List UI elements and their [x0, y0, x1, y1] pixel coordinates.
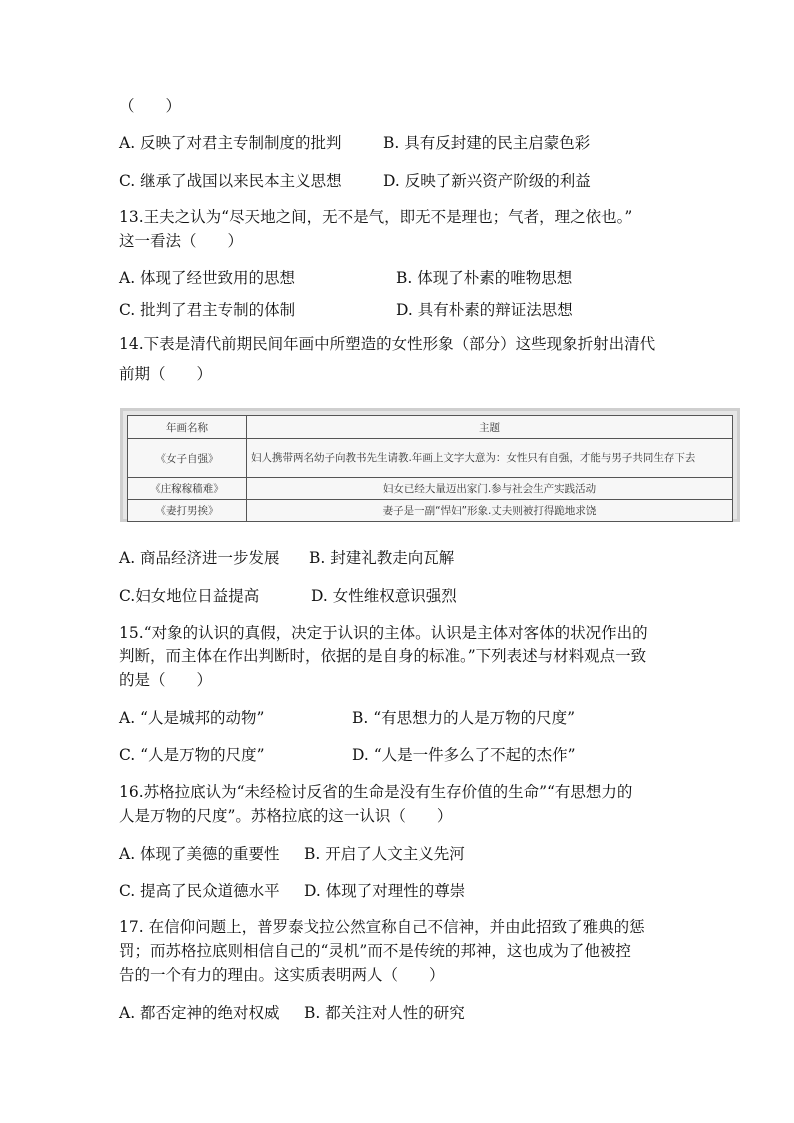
q15-stem-line-1: 15.“对象的认识的真假，决定于认识的主体。认识是主体对客体的状况作出的: [119, 624, 648, 642]
q13-option-d: D. 具有朴素的辩证法思想: [396, 301, 573, 319]
q16-stem-line-1: 16.苏格拉底认为“未经检讨反省的生命是没有生存价值的生命”“有思想力的: [119, 783, 633, 801]
q12-option-d: D. 反映了新兴资产阶级的利益: [383, 172, 591, 190]
q15-option-d: D. “人是一件多么了不起的杰作”: [352, 746, 576, 764]
q14-table: [127, 415, 733, 522]
q17-option-b: B. 都关注对人性的研究: [304, 1004, 465, 1022]
q16-option-a: A. 体现了美德的重要性: [119, 845, 280, 863]
q12-option-b: B. 具有反封建的民主启蒙色彩: [383, 134, 591, 152]
q14-stem-line-2: 前期（ ）: [119, 365, 213, 383]
table-cell-name: 《庄稼稼穑难》: [128, 478, 247, 500]
q12-answer-bracket: （ ）: [119, 97, 182, 115]
q14-table-image: [120, 408, 740, 522]
table-header-row: [128, 416, 733, 439]
q14-option-d: D. 女性维权意识强烈: [311, 587, 457, 605]
table-row: [128, 500, 733, 522]
q15-option-c: C. “人是万物的尺度”: [119, 746, 265, 764]
table-row: [128, 439, 733, 478]
q14-option-c: C.妇女地位日益提高: [119, 587, 260, 605]
q14-option-b: B. 封建礼教走向瓦解: [309, 549, 455, 567]
q16-stem-line-2: 人是万物的尺度”。苏格拉底的这一认识（ ）: [119, 807, 453, 825]
q13-option-c: C. 批判了君主专制的体制: [119, 301, 296, 319]
table-cell-theme: 妇女已经大量迈出家门.参与社会生产实践活动: [247, 478, 733, 500]
q12-option-a: A. 反映了对君主专制制度的批判: [119, 134, 342, 152]
table-cell-theme: 妻子是一副“悍妇”形象.丈夫则被打得跪地求饶: [247, 500, 733, 522]
q16-option-d: D. 体现了对理性的尊崇: [304, 882, 466, 900]
table-header-name: 年画名称: [128, 416, 247, 439]
q15-stem-line-3: 的是（ ）: [119, 671, 213, 689]
q17-stem-line-2: 罚；而苏格拉底则相信自己的“灵机”而不是传统的邦神，这也成为了他被控: [119, 942, 631, 960]
q15-stem-line-2: 判断，而主体在作出判断时，依据的是自身的标准。”下列表述与材料观点一致: [119, 647, 647, 665]
q17-option-a: A. 都否定神的绝对权威: [119, 1004, 280, 1022]
table-cell-name: 《女子自强》: [128, 439, 247, 478]
q14-stem-line-1: 14.下表是清代前期民间年画中所塑造的女性形象（部分）这些现象折射出清代: [119, 335, 656, 353]
q17-stem-line-3: 告的一个有力的理由。这实质表明两人（ ）: [119, 966, 445, 984]
q15-option-b: B. “有思想力的人是万物的尺度”: [352, 709, 576, 727]
table-header-theme: 主题: [247, 416, 733, 439]
q14-option-a: A. 商品经济进一步发展: [119, 549, 280, 567]
table-cell-theme: 妇人携带两名幼子向教书先生请教.年画上文字大意为：女性只有自强，才能与男子共同生存下去: [247, 439, 733, 478]
q13-stem-line-2: 这一看法（ ）: [119, 232, 244, 250]
q13-option-b: B. 体现了朴素的唯物思想: [396, 269, 573, 287]
q12-option-c: C. 继承了战国以来民本主义思想: [119, 172, 342, 190]
q13-stem-line-1: 13.王夫之认为“尽天地之间，无不是气，即无不是理也；气者，理之依也。”: [119, 208, 633, 226]
table-cell-name: 《妻打男挨》: [128, 500, 247, 522]
q17-stem-line-1: 17. 在信仰问题上，普罗泰戈拉公然宣称自己不信神，并由此招致了雅典的惩: [119, 918, 645, 936]
q16-option-b: B. 开启了人文主义先河: [304, 845, 465, 863]
q13-option-a: A. 体现了经世致用的思想: [119, 269, 296, 287]
q16-option-c: C. 提高了民众道德水平: [119, 882, 280, 900]
q15-option-a: A. “人是城邦的动物”: [119, 709, 265, 727]
table-row: [128, 478, 733, 500]
